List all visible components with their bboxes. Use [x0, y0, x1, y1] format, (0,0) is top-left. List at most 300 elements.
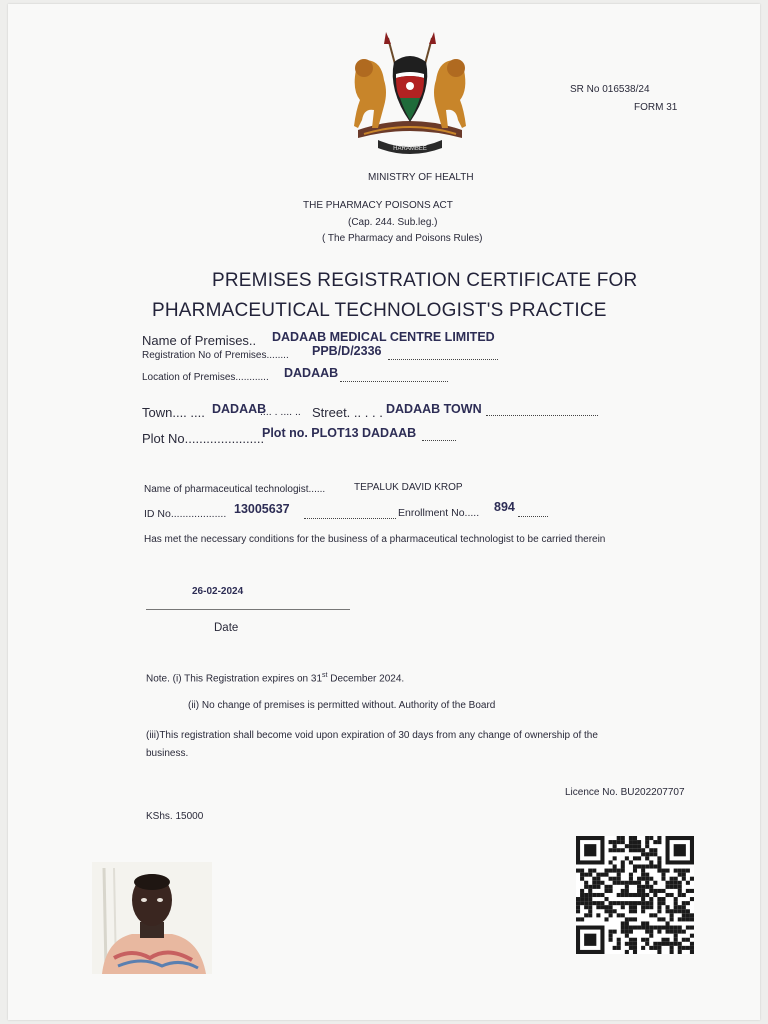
- location-value: DADAAB: [284, 366, 339, 380]
- qr-module: [641, 869, 645, 873]
- qr-module: [645, 905, 649, 909]
- qr-module: [613, 864, 617, 868]
- qr-module: [678, 905, 682, 909]
- qr-module: [609, 909, 613, 913]
- qr-module: [576, 917, 580, 921]
- qr-module: [686, 913, 690, 917]
- qr-module: [617, 938, 621, 942]
- qr-module: [592, 877, 596, 881]
- qr-module: [657, 942, 661, 946]
- qr-module: [649, 946, 653, 950]
- qr-module: [641, 885, 645, 889]
- qr-module: [609, 913, 613, 917]
- qr-module: [621, 889, 625, 893]
- qr-module: [674, 877, 678, 881]
- qr-module: [592, 893, 596, 897]
- qr-module: [645, 873, 649, 877]
- plot-dots: [422, 431, 456, 441]
- qr-module: [649, 860, 653, 864]
- qr-module: [633, 909, 637, 913]
- qr-module: [613, 869, 617, 873]
- qr-module: [633, 901, 637, 905]
- qr-module: [678, 926, 682, 930]
- qr-module: [633, 905, 637, 909]
- qr-module: [690, 942, 694, 946]
- qr-module: [633, 840, 637, 844]
- qr-module: [588, 897, 592, 901]
- qr-module: [596, 893, 600, 897]
- qr-module: [596, 901, 600, 905]
- qr-module: [674, 926, 678, 930]
- qr-module: [649, 864, 653, 868]
- qr-module: [629, 946, 633, 950]
- qr-module: [657, 901, 661, 905]
- qr-module: [666, 930, 670, 934]
- qr-module: [629, 938, 633, 942]
- qr-module: [596, 873, 600, 877]
- qr-module: [686, 901, 690, 905]
- qr-module: [641, 893, 645, 897]
- qr-module: [629, 844, 633, 848]
- qr-module: [625, 921, 629, 925]
- date-signature-line: [146, 609, 350, 610]
- qr-module: [674, 942, 678, 946]
- qr-module: [657, 909, 661, 913]
- qr-module: [609, 848, 613, 852]
- qr-module: [653, 946, 657, 950]
- qr-module: [584, 881, 588, 885]
- qr-module: [580, 893, 584, 897]
- qr-module: [674, 885, 678, 889]
- qr-module: [690, 934, 694, 938]
- qr-module: [617, 877, 621, 881]
- qr-module: [690, 897, 694, 901]
- id-label: ID No...................: [144, 508, 227, 520]
- qr-module: [609, 877, 613, 881]
- qr-module: [666, 881, 670, 885]
- qr-module: [588, 901, 592, 905]
- qr-module: [621, 860, 625, 864]
- qr-module: [674, 869, 678, 873]
- qr-module: [682, 909, 686, 913]
- qr-module: [645, 844, 649, 848]
- qr-module: [633, 869, 637, 873]
- qr-module: [584, 905, 588, 909]
- qr-module: [657, 889, 661, 893]
- qr-module: [584, 885, 588, 889]
- qr-module: [580, 917, 584, 921]
- qr-module: [670, 909, 674, 913]
- qr-module: [621, 864, 625, 868]
- qr-module: [617, 942, 621, 946]
- qr-module: [584, 873, 588, 877]
- qr-module: [596, 905, 600, 909]
- qr-module: [633, 836, 637, 840]
- ministry-heading: MINISTRY OF HEALTH: [368, 172, 474, 183]
- qr-module: [649, 930, 653, 934]
- fee-amount: KShs. 15000: [146, 811, 204, 822]
- qr-module: [609, 860, 613, 864]
- qr-module: [613, 946, 617, 950]
- qr-module: [686, 946, 690, 950]
- qr-module: [678, 873, 682, 877]
- qr-module: [649, 852, 653, 856]
- qr-module: [629, 893, 633, 897]
- qr-module: [653, 926, 657, 930]
- qr-module: [604, 889, 608, 893]
- qr-module: [653, 913, 657, 917]
- qr-module: [690, 889, 694, 893]
- qr-module: [576, 869, 580, 873]
- qr-module: [653, 881, 657, 885]
- qr-module: [682, 946, 686, 950]
- town-dots: .... . .... ..: [260, 406, 301, 418]
- qr-module: [678, 942, 682, 946]
- qr-module: [645, 864, 649, 868]
- qr-module: [613, 844, 617, 848]
- qr-module: [657, 950, 661, 954]
- qr-module: [600, 893, 604, 897]
- town-value: DADAAB: [212, 402, 267, 416]
- qr-module: [609, 869, 613, 873]
- qr-module: [641, 852, 645, 856]
- qr-module: [621, 905, 625, 909]
- conditions-statement: Has met the necessary conditions for the business of a pharmaceutical technologist to be carried therein: [144, 534, 606, 545]
- qr-module: [604, 905, 608, 909]
- qr-module: [653, 889, 657, 893]
- qr-module: [637, 881, 641, 885]
- licence-number: Licence No. BU202207707: [565, 787, 685, 798]
- street-dots: [486, 406, 598, 416]
- date-label: Date: [214, 622, 239, 634]
- qr-module: [600, 901, 604, 905]
- qr-module: [633, 950, 637, 954]
- qr-module: [657, 930, 661, 934]
- qr-module: [580, 901, 584, 905]
- technologist-value: TEPALUK DAVID KROP: [354, 482, 463, 493]
- qr-module: [661, 873, 665, 877]
- qr-module: [613, 856, 617, 860]
- qr-module: [678, 917, 682, 921]
- qr-module: [629, 901, 633, 905]
- enrollment-dots: [518, 507, 548, 517]
- qr-module: [682, 893, 686, 897]
- qr-module: [621, 848, 625, 852]
- qr-module: [588, 893, 592, 897]
- qr-module: [661, 889, 665, 893]
- qr-module: [625, 917, 629, 921]
- qr-module: [670, 926, 674, 930]
- date-value: 26-02-2024: [192, 586, 244, 597]
- qr-module: [682, 877, 686, 881]
- rules-reference: ( The Pharmacy and Poisons Rules): [322, 233, 483, 244]
- qr-module: [580, 897, 584, 901]
- qr-module: [625, 950, 629, 954]
- coat-of-arms-motto: HARAMBEE: [393, 146, 427, 152]
- qr-module: [645, 877, 649, 881]
- qr-module: [682, 905, 686, 909]
- town-label: Town.... ....: [142, 405, 205, 420]
- qr-module: [641, 901, 645, 905]
- qr-module: [661, 942, 665, 946]
- technologist-label: Name of pharmaceutical technologist......: [144, 484, 326, 495]
- qr-module: [637, 877, 641, 881]
- qr-module: [596, 881, 600, 885]
- qr-module: [645, 901, 649, 905]
- qr-module: [613, 881, 617, 885]
- qr-module: [661, 901, 665, 905]
- qr-module: [633, 942, 637, 946]
- qr-module: [637, 856, 641, 860]
- qr-module: [629, 877, 633, 881]
- qr-module: [621, 836, 625, 840]
- qr-module: [600, 881, 604, 885]
- qr-module: [682, 869, 686, 873]
- qr-module: [645, 885, 649, 889]
- qr-module: [633, 946, 637, 950]
- qr-module: [617, 873, 621, 877]
- qr-module: [678, 881, 682, 885]
- qr-module: [596, 885, 600, 889]
- qr-module: [580, 873, 584, 877]
- qr-module: [633, 881, 637, 885]
- qr-module: [682, 917, 686, 921]
- qr-module: [625, 893, 629, 897]
- cap-reference: (Cap. 244. Sub.leg.): [348, 217, 438, 228]
- qr-module: [645, 926, 649, 930]
- qr-module: [657, 897, 661, 901]
- qr-module: [649, 897, 653, 901]
- qr-module: [657, 840, 661, 844]
- qr-module: [596, 877, 600, 881]
- qr-module: [641, 938, 645, 942]
- qr-module: [670, 917, 674, 921]
- qr-module: [584, 913, 588, 917]
- qr-module: [657, 836, 661, 840]
- qr-module: [645, 921, 649, 925]
- qr-module: [686, 909, 690, 913]
- qr-module: [661, 877, 665, 881]
- qr-module: [678, 909, 682, 913]
- plot-label: Plot No......................: [142, 431, 265, 446]
- qr-module: [641, 905, 645, 909]
- qr-module: [600, 905, 604, 909]
- qr-module: [613, 848, 617, 852]
- qr-module: [666, 885, 670, 889]
- qr-module: [641, 946, 645, 950]
- qr-module: [637, 893, 641, 897]
- qr-module: [592, 901, 596, 905]
- qr-module: [609, 930, 613, 934]
- qr-module: [617, 869, 621, 873]
- qr-module: [649, 934, 653, 938]
- qr-module: [674, 909, 678, 913]
- certificate-page: [8, 4, 760, 1020]
- qr-module: [666, 942, 670, 946]
- qr-module: [625, 926, 629, 930]
- qr-module: [629, 905, 633, 909]
- qr-module: [629, 917, 633, 921]
- qr-module: [621, 921, 625, 925]
- note-premises-change: (ii) No change of premises is permitted without. Authority of the Board: [188, 700, 496, 711]
- qr-module: [609, 905, 613, 909]
- qr-module: [649, 848, 653, 852]
- qr-module: [621, 881, 625, 885]
- location-dots: [340, 372, 448, 382]
- location-label: Location of Premises............: [142, 372, 269, 383]
- qr-module: [641, 889, 645, 893]
- registration-value: PPB/D/2336: [312, 344, 382, 358]
- qr-module: [649, 905, 653, 909]
- qr-module: [690, 950, 694, 954]
- qr-module: [580, 889, 584, 893]
- qr-module: [592, 881, 596, 885]
- qr-module: [690, 946, 694, 950]
- sr-number: SR No 016538/24: [570, 84, 650, 95]
- qr-module: [666, 926, 670, 930]
- qr-module: [617, 836, 621, 840]
- qr-module: [633, 926, 637, 930]
- qr-module: [653, 942, 657, 946]
- qr-module: [625, 881, 629, 885]
- qr-module: [609, 885, 613, 889]
- qr-module: [629, 840, 633, 844]
- qr-module: [670, 877, 674, 881]
- qr-module: [645, 836, 649, 840]
- qr-module: [657, 926, 661, 930]
- qr-module: [649, 877, 653, 881]
- qr-module: [625, 942, 629, 946]
- qr-module: [645, 893, 649, 897]
- registration-dots: [388, 350, 498, 360]
- note-ownership-line2: business.: [146, 748, 189, 759]
- qr-module: [629, 942, 633, 946]
- qr-module: [584, 901, 588, 905]
- qr-module: [621, 913, 625, 917]
- qr-module: [666, 893, 670, 897]
- qr-module: [690, 913, 694, 917]
- qr-finder-center: [584, 844, 596, 856]
- qr-module: [613, 840, 617, 844]
- qr-module: [653, 893, 657, 897]
- qr-module: [637, 926, 641, 930]
- qr-module: [682, 901, 686, 905]
- qr-module: [645, 930, 649, 934]
- qr-module: [613, 930, 617, 934]
- qr-module: [637, 885, 641, 889]
- qr-module: [613, 909, 617, 913]
- qr-module: [649, 901, 653, 905]
- qr-module: [690, 917, 694, 921]
- qr-module: [592, 869, 596, 873]
- qr-module: [674, 901, 678, 905]
- form-number: FORM 31: [634, 102, 678, 113]
- qr-module: [670, 881, 674, 885]
- qr-module: [645, 852, 649, 856]
- qr-module: [670, 913, 674, 917]
- qr-module: [637, 844, 641, 848]
- qr-module: [625, 844, 629, 848]
- qr-module: [633, 864, 637, 868]
- qr-module: [674, 930, 678, 934]
- qr-module: [588, 889, 592, 893]
- qr-module: [617, 848, 621, 852]
- qr-module: [588, 905, 592, 909]
- qr-module: [580, 877, 584, 881]
- qr-module: [678, 889, 682, 893]
- qr-module: [682, 873, 686, 877]
- qr-module: [609, 840, 613, 844]
- qr-module: [625, 889, 629, 893]
- qr-module: [682, 930, 686, 934]
- qr-module: [674, 934, 678, 938]
- qr-module: [670, 893, 674, 897]
- qr-module: [584, 893, 588, 897]
- kenya-coat-of-arms-icon: [344, 30, 476, 156]
- qr-module: [629, 909, 633, 913]
- qr-module: [653, 864, 657, 868]
- qr-module: [666, 905, 670, 909]
- qr-module: [678, 885, 682, 889]
- qr-module: [649, 913, 653, 917]
- qr-module: [641, 873, 645, 877]
- qr-module: [653, 840, 657, 844]
- qr-module: [629, 926, 633, 930]
- qr-module: [633, 893, 637, 897]
- qr-module: [576, 901, 580, 905]
- id-value: 13005637: [234, 502, 290, 516]
- qr-module: [604, 917, 608, 921]
- qr-module: [604, 873, 608, 877]
- qr-module: [580, 869, 584, 873]
- qr-module: [641, 848, 645, 852]
- qr-module: [588, 869, 592, 873]
- qr-module: [641, 864, 645, 868]
- qr-module: [621, 840, 625, 844]
- qr-module: [576, 897, 580, 901]
- qr-module: [657, 856, 661, 860]
- qr-module: [641, 909, 645, 913]
- qr-module: [613, 877, 617, 881]
- qr-module: [609, 889, 613, 893]
- qr-module: [649, 926, 653, 930]
- qr-module: [604, 909, 608, 913]
- qr-module: [637, 901, 641, 905]
- qr-module: [588, 909, 592, 913]
- qr-module: [661, 897, 665, 901]
- qr-module: [592, 885, 596, 889]
- qr-module: [657, 946, 661, 950]
- qr-module: [609, 934, 613, 938]
- qr-module: [690, 926, 694, 930]
- qr-module: [645, 938, 649, 942]
- qr-module: [666, 869, 670, 873]
- qr-module: [621, 893, 625, 897]
- qr-module: [625, 856, 629, 860]
- qr-module: [645, 840, 649, 844]
- qr-module: [617, 893, 621, 897]
- street-value: DADAAB TOWN: [386, 402, 482, 416]
- enrollment-label: Enrollment No.....: [398, 507, 480, 519]
- qr-module: [604, 885, 608, 889]
- qr-module: [641, 897, 645, 901]
- qr-module: [600, 873, 604, 877]
- qr-module: [641, 926, 645, 930]
- qr-module: [645, 881, 649, 885]
- qr-module: [678, 950, 682, 954]
- qr-finder-center: [584, 934, 596, 946]
- qr-module: [625, 934, 629, 938]
